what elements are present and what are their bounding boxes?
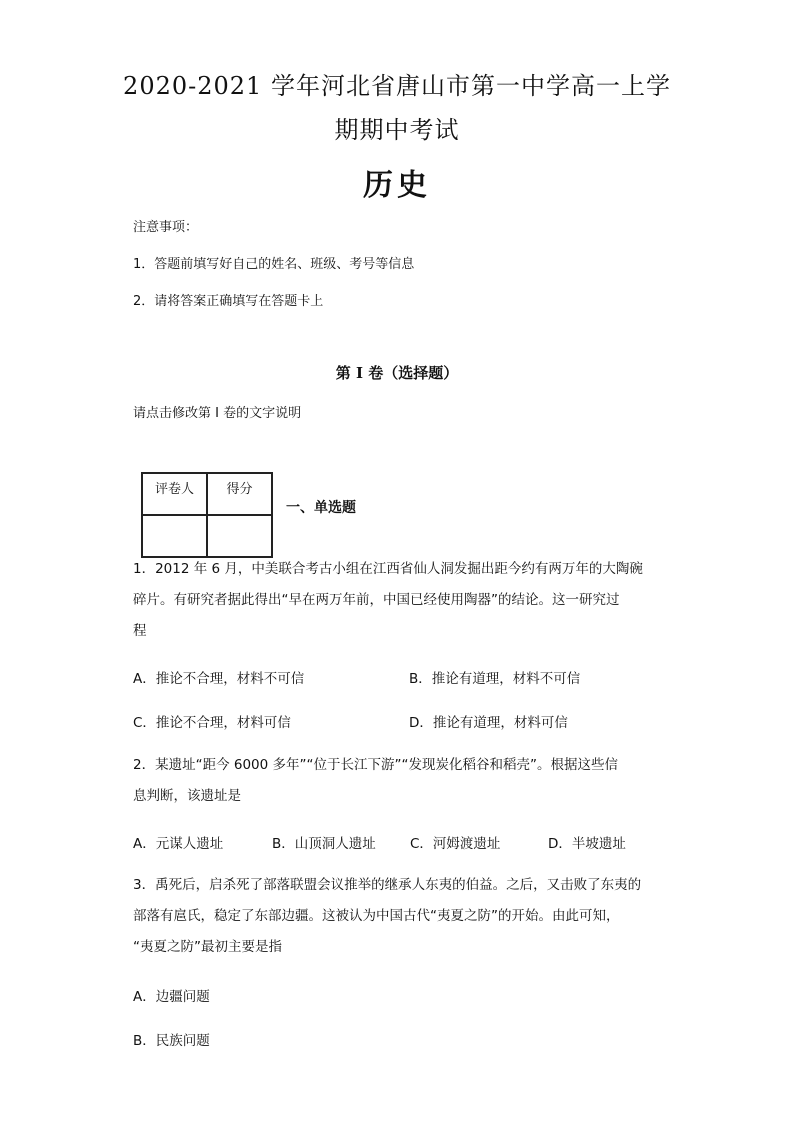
notice-item: 2．请将答案正确填写在答题卡上 — [133, 294, 324, 309]
subject-title: 历史 — [363, 168, 431, 203]
question-2-option-a[interactable]: A．元谋人遗址 — [133, 836, 224, 852]
volume-description[interactable]: 请点击修改第 I 卷的文字说明 — [133, 406, 302, 421]
question-3-line: “夷夏之防”最初主要是指 — [133, 939, 282, 955]
question-3-option-b[interactable]: B．民族问题 — [133, 1033, 210, 1049]
grader-cell — [142, 515, 207, 557]
question-3-option-a[interactable]: A．边疆问题 — [133, 989, 210, 1005]
grader-header: 评卷人 — [142, 473, 207, 515]
question-1-option-b[interactable]: B．推论有道理，材料不可信 — [409, 671, 581, 687]
exam-title-line2: 期期中考试 — [334, 116, 460, 144]
exam-title-line1: 2020-2021 学年河北省唐山市第一中学高一上学 — [123, 72, 671, 100]
question-1-line: 程 — [133, 623, 147, 639]
volume-title: 第 I 卷（选择题） — [335, 364, 459, 382]
question-2-option-b[interactable]: B．山顶洞人遗址 — [272, 836, 376, 852]
question-1-line: 碎片。有研究者据此得出“早在两万年前，中国已经使用陶器”的结论。这一研究过 — [133, 592, 620, 608]
question-2-line: 息判断，该遗址是 — [133, 788, 241, 804]
question-3-line: 部落有扈氏，稳定了东部边疆。这被认为中国古代“夷夏之防”的开始。由此可知， — [133, 908, 620, 924]
grader-table — [141, 472, 273, 558]
question-2-option-c[interactable]: C．河姆渡遗址 — [410, 836, 501, 852]
question-2-option-d[interactable]: D．半坡遗址 — [548, 836, 626, 852]
notice-item: 1．答题前填写好自己的姓名、班级、考号等信息 — [133, 257, 415, 272]
score-cell — [207, 515, 272, 557]
question-1-option-d[interactable]: D．推论有道理，材料可信 — [409, 715, 568, 731]
question-1-line: 1．2012 年 6 月，中美联合考古小组在江西省仙人洞发掘出距今约有两万年的大陶碗 — [133, 561, 643, 577]
question-3-line: 3．禹死后，启杀死了部落联盟会议推举的继承人东夷的伯益。之后，又击败了东夷的 — [133, 877, 642, 893]
question-2-line: 2．某遗址“距今 6000 多年”“位于长江下游”“发现炭化稻谷和稻壳”。根据这些信 — [133, 757, 618, 773]
question-1-option-c[interactable]: C．推论不合理，材料可信 — [133, 715, 291, 731]
question-1-option-a[interactable]: A．推论不合理，材料不可信 — [133, 671, 305, 687]
section-title: 一、单选题 — [286, 500, 356, 516]
score-header: 得分 — [207, 473, 272, 515]
notice-heading: 注意事项： — [133, 220, 199, 235]
